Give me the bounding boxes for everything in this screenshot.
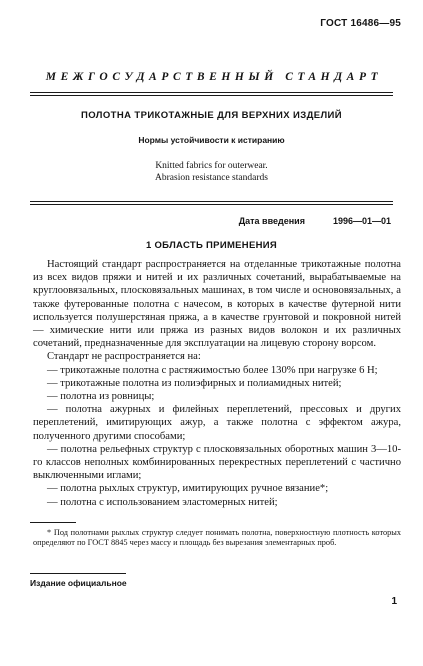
english-title <box>40 160 383 184</box>
exclusion-item: — трикотажные полотна с растяжимостью более 130% при нагрузке 6 Н; <box>47 364 378 376</box>
body-paragraph: Стандарт не распространяется на: <box>47 351 201 363</box>
header-rule-thin <box>30 95 393 96</box>
standard-number: ГОСТ 16486—95 <box>320 18 401 29</box>
exclusion-item: — трикотажные полотна из полиэфирных и полиамидных нитей; <box>47 377 342 389</box>
english-title-line-1: Knitted fabrics for outerwear. <box>155 161 268 171</box>
header-title: МЕЖГОСУДАРСТВЕННЫЙ СТАНДАРТ <box>45 71 383 83</box>
title-separator-thin <box>30 201 393 202</box>
body-paragraph: Настоящий стандарт распространяется на отделанные трикотажные полотна из всех видов пряжи и нитей и их различных сочетаний, вырабатываемые на круглоовязальных, плосковязальных машинах, в том числе и основовязальных, а также футерованные полотна с начесом, в которых в качестве футерной нити используется полушерстяная пряжа, а в качестве грунтовой и покровной нитей — химические нити или пряжа из разных видов волокон и их различных сочетаний, предназначенные для эксплуатации на лицевую сторону ворсом. <box>33 259 401 350</box>
exclusion-item: — полотна ажурных и филейных переплетений, прессовых и других переплетений, имитирующих ажур, а также полотна с эффектом ажура, полученного другими способами; <box>33 404 401 442</box>
intro-date-label: Дата введения <box>238 216 305 226</box>
exclusion-item: — полотна рельефных структур с плосковязальных оборотных машин 3—10-го классов неполных комбинированных перекрестных переплетений с частично выключенными иглами; <box>33 443 401 482</box>
exclusion-item: — полотна рыхлых структур, имитирующих ручное вязание*; <box>47 483 329 495</box>
intro-date-value: 1996—01—01 <box>332 216 391 226</box>
title-separator-thick <box>30 204 393 205</box>
exclusion-item: — полотна из ровницы; <box>47 391 155 403</box>
edition-label: Издание официальное <box>30 578 127 588</box>
english-title-line-2: Abrasion resistance standards <box>155 173 268 183</box>
footnote-rule <box>30 522 76 523</box>
section-body <box>33 258 401 509</box>
section-title: 1 ОБЛАСТЬ ПРИМЕНЕНИЯ <box>145 240 278 251</box>
exclusion-item: — полотна с использованием эластомерных нитей; <box>47 496 278 508</box>
document-title: ПОЛОТНА ТРИКОТАЖНЫЕ ДЛЯ ВЕРХНИХ ИЗДЕЛИЙ <box>80 110 343 121</box>
page-number: 1 <box>391 596 397 607</box>
footnote <box>33 528 401 549</box>
header-rule-thick <box>30 92 393 93</box>
footnote-text: * Под полотнами рыхлых структур следует понимать полотна, поверхностную плотность которых определяют по ГОСТ 8845 через массу и площадь без вырезания элементарных проб. <box>33 528 401 548</box>
edition-rule <box>30 573 126 574</box>
document-subtitle: Нормы устойчивости к истиранию <box>138 135 285 145</box>
introduction-date <box>239 216 391 226</box>
